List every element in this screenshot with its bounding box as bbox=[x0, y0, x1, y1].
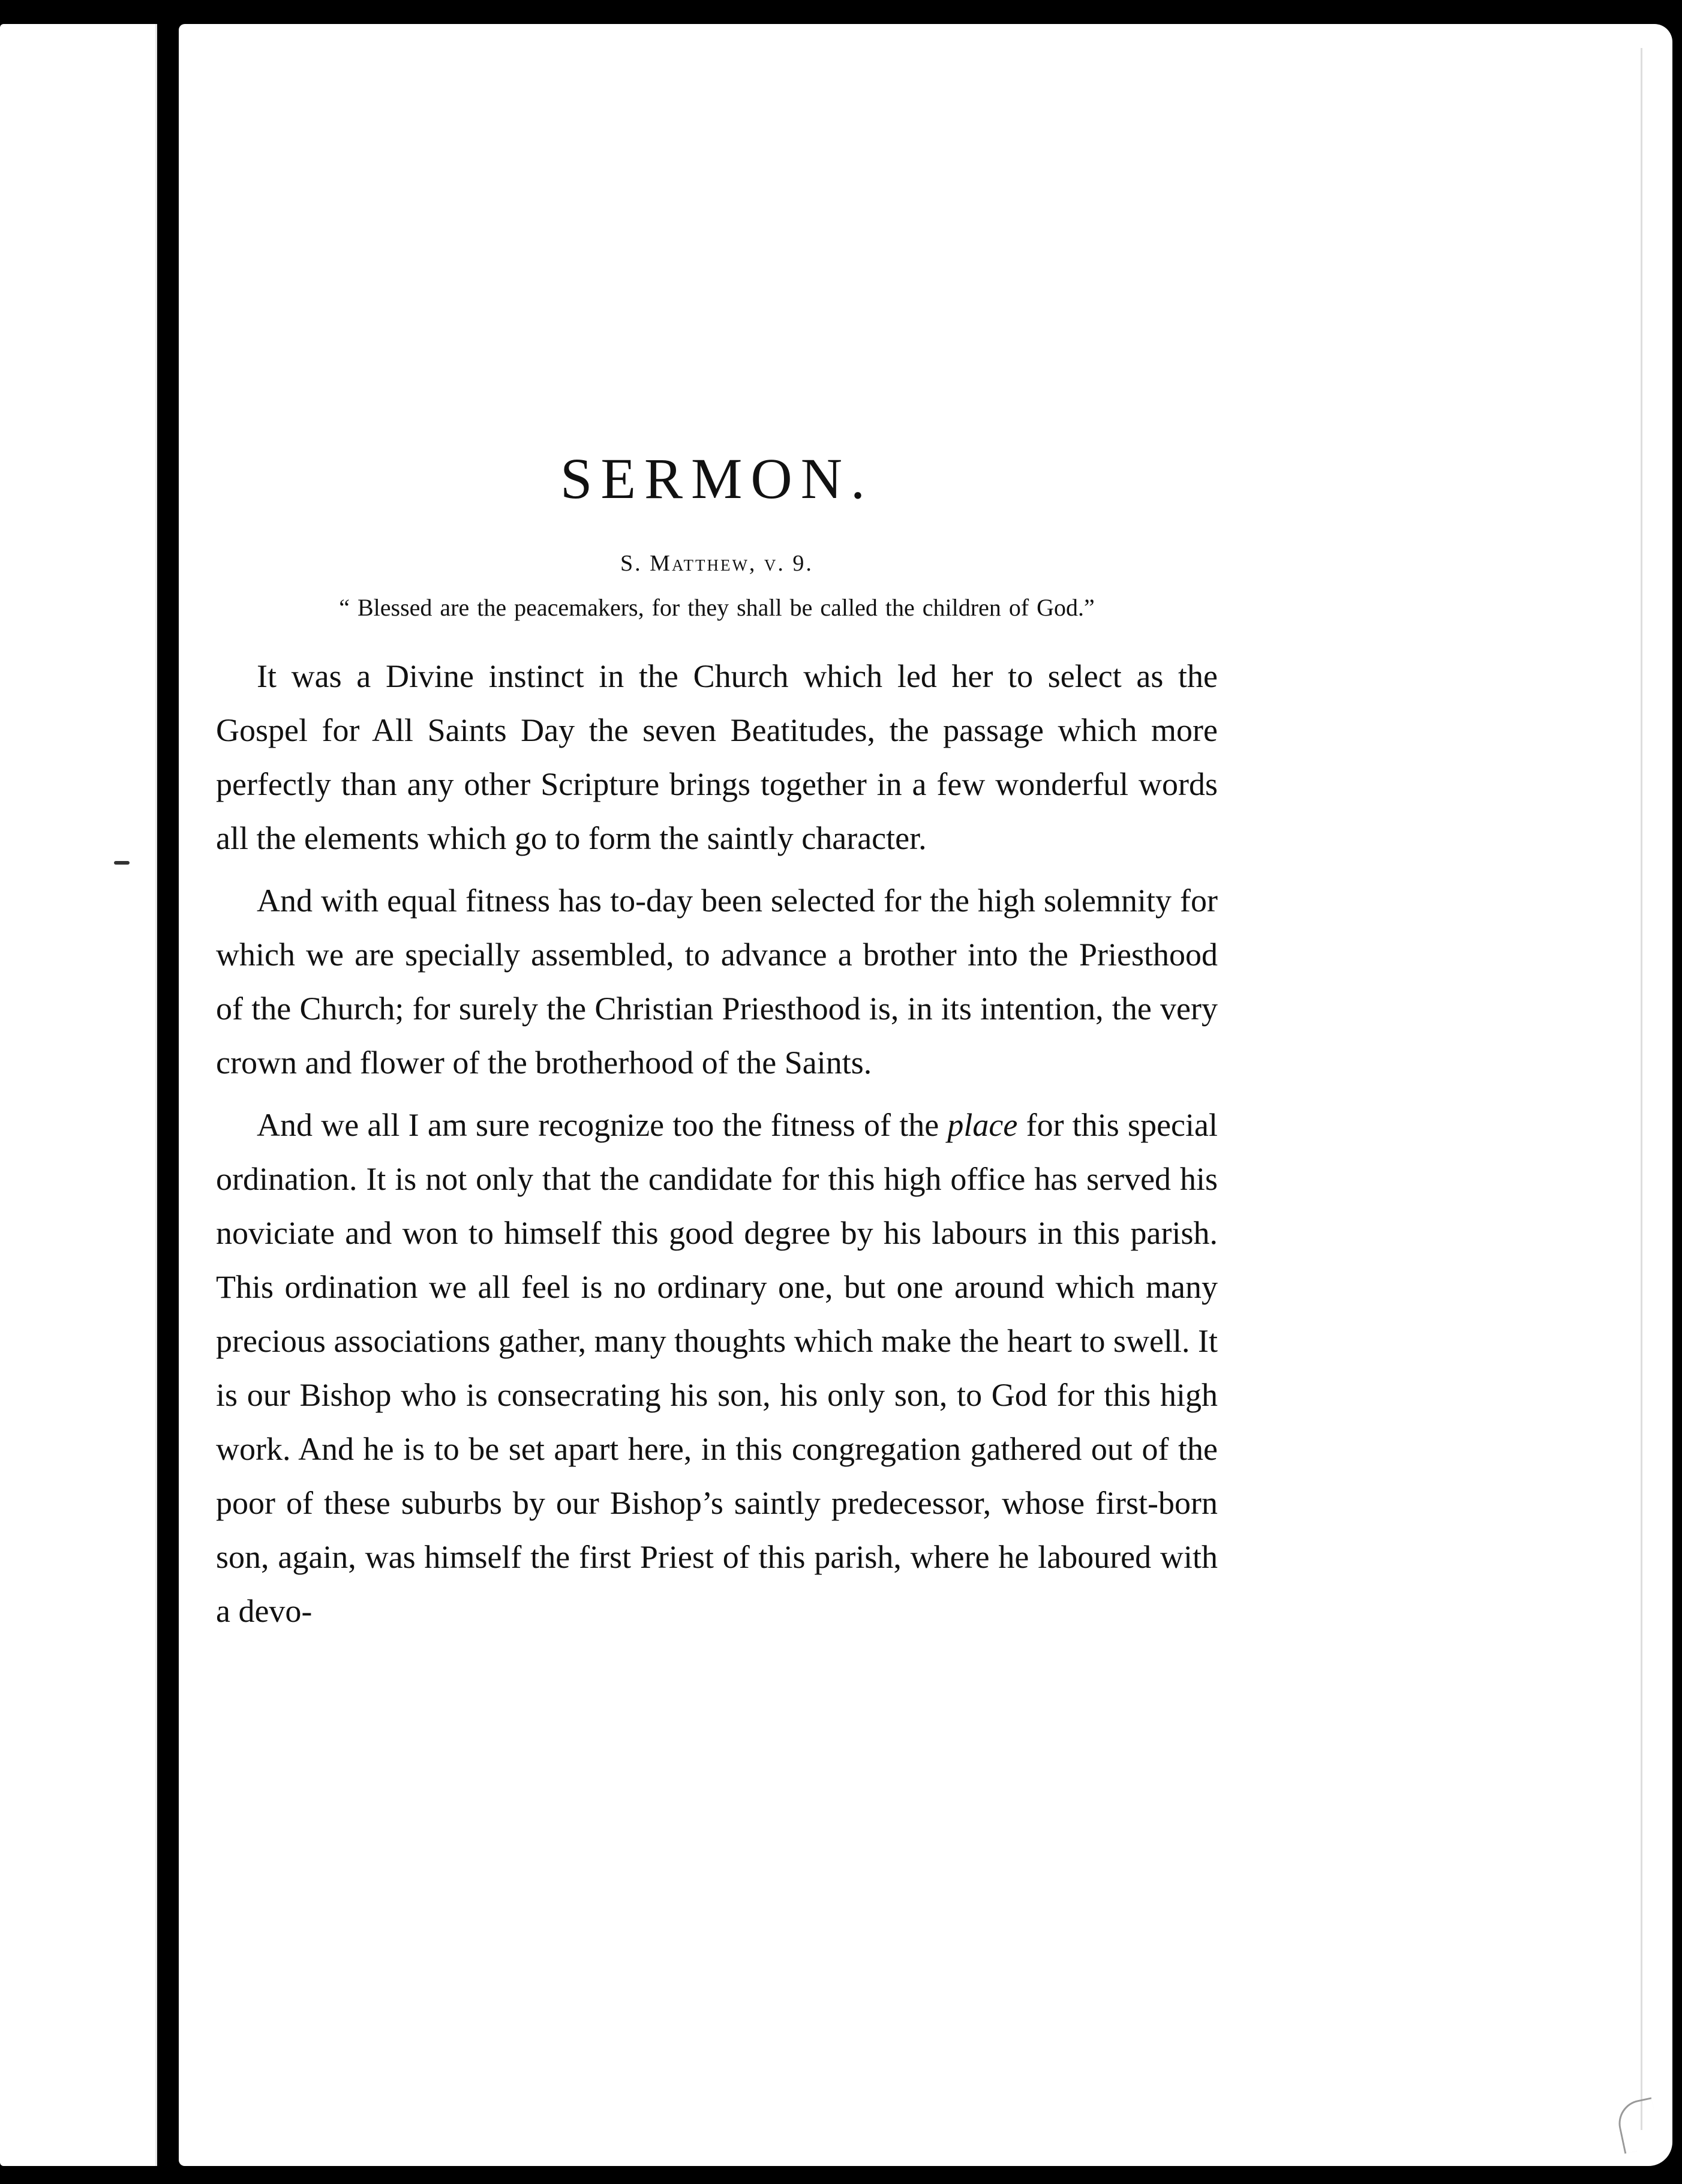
paragraph-3-start: And we all I am sure recognize too the fitness of the bbox=[257, 1107, 948, 1144]
page-text bbox=[216, 444, 1218, 1638]
page-edge-shadow bbox=[1641, 48, 1672, 2130]
epigraph-quote: “ Blessed are the peacemakers, for they shall be called the children of God.” bbox=[339, 594, 1095, 622]
previous-page-edge bbox=[0, 24, 157, 2166]
paragraph-3-rest: for this special ordination. It is not only that the candidate for this high office has served his noviciate and won to himself this good degree by his labours in this parish. This ordination we all feel is no ordinary one, but one around which many precious associations gather, many thoughts which make the heart to swell. It is our Bishop who is consecrating his son, his only son, to God for this high work. And he is to be set apart here, in this congregation gathered out of the poor of these suburbs by our Bishop’s saintly predecessor, whose first-born son, again, was himself the first Priest of this parish, where he laboured with a devo- bbox=[216, 1107, 1218, 1630]
ink-mark bbox=[114, 861, 130, 865]
scripture-reference: S. Matthew, v. 9. bbox=[620, 551, 813, 577]
paragraph-3 bbox=[216, 1098, 1218, 1638]
book-gutter bbox=[157, 17, 179, 2171]
paragraph-2: And with equal fitness has to-day been selected for the high solemnity for which we are specially assembled, to advance a brother into the Priesthood of the Church; for surely the Christian Priesthood is, in its intention, the very crown and flower of the brotherhood of the Saints. bbox=[216, 883, 1218, 1081]
emphasized-word: place bbox=[947, 1107, 1018, 1144]
page-title: SERMON. bbox=[560, 446, 874, 511]
paragraph-1: It was a Divine instinct in the Church which led her to select as the Gospel for All Saints Day the seven Beatitudes, the passage which more perfectly than any other Scripture brings together in a few wonderful words all the elements which go to form the saintly character. bbox=[216, 658, 1218, 857]
